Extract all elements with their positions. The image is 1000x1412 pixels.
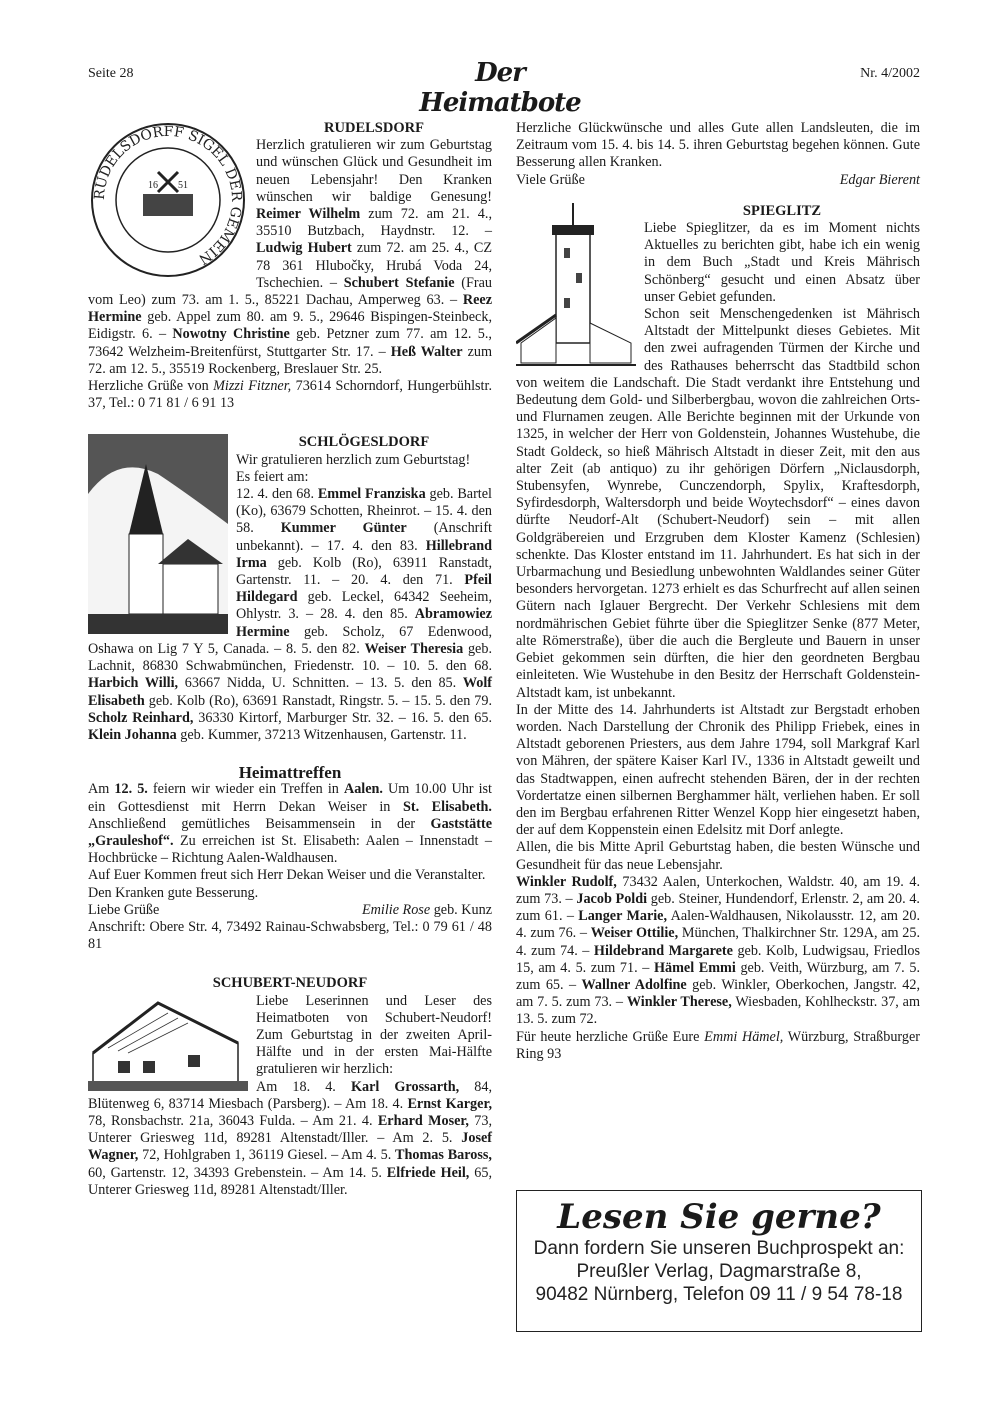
birthday-detail: 36330 Kirtorf, Marburger Str. 32. – 16. 5. den 65.: [193, 709, 492, 726]
body-text: Herzliche Glückwünsche und alles Gute allen Landsleuten, die im Zeitraum vom 15. 4. bis 14. 5. ihren Geburtstag begehen können. Gute Besserung allen Kranken.: [516, 120, 920, 171]
schubert-neudorf-section: [88, 975, 492, 1199]
ad-line: Preußler Verlag, Dagmarstraße 8,: [576, 1261, 862, 1282]
body-text: In der Mitte des 14. Jahrhunderts ist Altstadt zur Bergstadt erhoben worden. Nach Darstellung der Chronik des Philipp Friebek, eines in Altstadt geborenen Priesters, aus dem Jahre 1794, soll Markgraf Karl von Mähren, der spätere Kaiser Karl IV., 1336 in Altstadt geweilt und das Stadtwappen, einen aufrecht stehenden Bären, der in der rechten Vordertatze einen silbernen Berghammer hält, verliehen haben. Er soll den im Bergbau erfahrenen Ritter Wenzel Kopp hier eingesetzt haben, der auf dem Koppenstein einen Edelsitz mit Dorf anlegte.: [516, 701, 920, 839]
schloegesldorf-feiert: Es feiert am:: [236, 468, 309, 485]
birthday-name: Hämel Emmi: [653, 959, 736, 976]
birthday-detail: geb. Lachnit, 86830 Schwabmünchen, Friedenstr. 10. – 10. 5. den 68.: [88, 640, 492, 675]
birthday-name: Wallner Adolfine: [581, 976, 687, 993]
body-text: feiern wir wieder ein Treffen in: [147, 781, 344, 798]
birthday-detail: (Anschrift unbekannt). – 17. 4. den 83.: [236, 520, 492, 554]
rudelsdorf-title: RUDELSDORF: [324, 120, 424, 136]
masthead: Der Heimatbote: [419, 58, 581, 118]
birthday-detail: Wiesbaden, Kohlheckstr. 37, am 13. 5. zum 72.: [516, 994, 921, 1028]
birthday-detail: 73432 Aalen, Unterkochen, Waldstr. 40, am 19. 4. zum 73. –: [516, 873, 920, 907]
birthday-detail: Am 18. 4.: [256, 1078, 351, 1095]
birthday-name: Winkler Rudolf,: [516, 873, 617, 890]
birthday-detail: München, Thalkirchner Str. 129A, am 25. 4. zum 74. –: [516, 925, 920, 959]
ad-title: Lesen Sie gerne?: [557, 1197, 881, 1237]
body-text: Um 10.00 Uhr ist ein Gottesdienst mit Herrn Dekan Weiser in: [88, 781, 493, 815]
birthday-name: Klein Johanna: [88, 726, 177, 743]
schloegesldorf-title: SCHLÖGESLDORF: [298, 434, 430, 451]
birthday-name: Elfriede Heil,: [386, 1164, 470, 1181]
greeting-signature: Emmi Hämel,: [704, 1028, 784, 1045]
greeting-address: Würzburg, Straßburger Ring 93: [516, 1028, 920, 1062]
birthday-name: Erhard Moser,: [377, 1112, 469, 1129]
ad-line: 90482 Nürnberg, Telefon 09 11 / 9 54 78-18: [535, 1284, 903, 1305]
birthday-detail: 73, Unterer Griesweg 11d, 89281 Altenstadt/Iller. – Am 2. 5.: [88, 1112, 492, 1147]
greeting-signature: Emilie Rose: [361, 901, 431, 918]
schubert-intro: Liebe Leserinnen und Leser des Heimatboten von Schubert-Neudorf! Zum Geburtstag in der zweiten April-Hälfte und in der ersten Mai-Hälfte gratulieren wir herzlich:: [256, 992, 492, 1078]
rudelsdorf-seal-image: [88, 120, 248, 280]
birthday-name: Pfeil Hildegard: [236, 572, 492, 606]
greeting-text: Viele Grüße: [516, 171, 585, 188]
birthday-name: Schubert Stefanie: [343, 274, 455, 291]
birthday-name: Ludwig Hubert: [256, 240, 352, 257]
birthday-name: Karl Grossarth,: [350, 1078, 460, 1095]
birthday-name: Scholz Reinhard,: [88, 709, 194, 726]
greeting-address: 73614 Schorndorf, Hungerbühlstr. 37, Tel.: 0 71 81 / 6 91 13: [88, 378, 492, 412]
birthday-detail: (Frau vom Leo) zum 73. am 1. 5., 85221 Dachau, Amperweg 63. –: [88, 274, 492, 309]
birthday-detail: geb. Steiner, Hundendorf, Erlenstr. 2, am 20. 4. zum 61. –: [516, 890, 920, 925]
birthday-name: Winkler Therese,: [626, 994, 732, 1011]
spieglitz-title: SPIEGLITZ: [742, 202, 822, 219]
body-text: Den Kranken gute Besserung.: [88, 884, 259, 901]
greeting-text: Für heute herzliche Grüße Eure: [516, 1028, 705, 1045]
body-text: Zu erreichen ist St. Elisabeth: Aalen – Innenstadt – Hochbrücke – Richtung Aalen-Waldhausen.: [88, 832, 492, 867]
birthday-detail: geb. Kolb (Ro), 63691 Ranstadt, Ringstr. 5. – 15. 5. den 79.: [144, 692, 492, 709]
contact-address: Anschrift: Obere Str. 4, 73492 Rainau-Schwabsberg, Tel.: 0 79 61 / 48 81: [88, 918, 492, 953]
greeting-text: Liebe Grüße: [88, 901, 160, 918]
rudelsdorf-section: [88, 120, 492, 412]
schloegesldorf-section: [88, 434, 492, 744]
body-text: Schon seit Menschengedenken ist Mährisch Altstadt der Mittelpunkt dieses Gebietes. Mit den zwei aufragenden Türmen der Kirche und des Rathauses beherrscht das Stadtbild schon von weitem die Landschaft. Die Stadt verdankt ihre Entstehung und Bedeutung dem Gold- und Silberbergbau, wovon die zahlreichen Orts- und Flurnamen zeugen. Alle Berichte beginnen mit der Urkunde von 1325, in welcher der Herr von Goldenstein, Johannes Wustehube, die Stadt Goldeck, so hieß Mährisch Altstadt in dieser Zeit, mit den aus alter Zeit (ab antiquo) zu ihr gehörigen Dörfern „Niclausdorph, Stubensyfen, Wynrebe, Cunczendorph, Spylix, Kraftesdorph, Syfirdesdorph, Waltersdorph und beide Woytechsdorf“ – eines davon dürfte Neudorf-Alt (Schubert-Neudorf) sein – mit allen Goldgräbereien und Erzgruben dem Kloster Kamenz (Schlesien) schenkte. Das Kloster entstand im 11. Jahrhundert. Es hat sich in der Urbarmachung und Besiedlung unbewohnten Waldlandes seiner Güter besonders hervorgetan. 1273 erhielt es das Schurfrecht auf allen seinen Gütern nach Iglauer Bergrecht. Der Verkehr Schlesiens mit dem nordmährischen Gebiet führte über die Spieglitzer Senke (877 Meter, alte Römerstraße), über die auch die Bergleute und Bauern in unser Gebiet gekommen sein dürften, die hier den geordneten Bergbau einleiteten. Wie Wustehube in den Besitz der Herrschaft Goldenstein-Altstadt kam, ist unbekannt.: [516, 306, 920, 701]
birthday-name: Jacob Poldi: [576, 890, 648, 907]
birthday-detail: 12. 4. den 68.: [236, 486, 318, 503]
heimattreffen-title: Heimattreffen: [238, 763, 342, 783]
greeting-text: Herzliche Grüße von: [88, 378, 214, 395]
seal-ring-text: RUDELSDORFF SIGEL DER GEMEIN: [91, 123, 245, 268]
birthday-detail: geb. Kolb, Ludwigsau, Friedlos 15, am 4. 5. zum 71. –: [516, 942, 921, 976]
birthday-detail: geb. Bartel (Ko), 63679 Schotten, Rheinrot. – 15. 4. den 58.: [236, 486, 492, 537]
body-text: Allen, die bis Mitte April Geburtstag haben, die besten Wünsche und Gesundheit für das neue Lebensjahr.: [516, 839, 920, 873]
birthday-name: Harbich Willi,: [88, 675, 179, 692]
birthday-detail: 84, Blütenweg 6, 83714 Miesbach (Parsberg). – Am 18. 4.: [88, 1078, 492, 1112]
birthday-name: Weiser Theresia: [364, 640, 464, 657]
body-text: Auf Euer Kommen freut sich Herr Dekan Weiser und die Veranstalter.: [88, 867, 486, 884]
birthday-detail: geb. Appel zum 80. am 9. 5., 29646 Bispingen-Steinbeck, Eidigstr. 6. –: [88, 309, 492, 343]
birthday-detail: Aalen-Waldhausen, Nikolausstr. 12, am 20. 4. zum 76. –: [516, 908, 920, 942]
greeting-signature: Mizzi Fitzner,: [213, 378, 292, 395]
bold-text: Aalen.: [343, 781, 383, 798]
seal-year-left: 16: [148, 180, 158, 191]
bold-text: 12. 5.: [114, 781, 148, 798]
birthday-name: Abramowiez Hermine: [236, 606, 492, 640]
heimattreffen-section: [88, 764, 492, 953]
birthday-detail: geb. Kummer, 37213 Witzenhausen, Gartenstr. 11.: [176, 726, 467, 743]
church-image: [88, 434, 228, 634]
left-column: [88, 120, 492, 1199]
birthday-detail: 72, Hohlgraben 1, 36119 Giesel. – Am 4. 5.: [138, 1147, 396, 1164]
body-text: Anschließend gemütliches Beisammensein in der: [88, 815, 431, 832]
birthday-detail: zum 72. am 25. 4., CZ 78 361 Hlubočky, Hrubá Voda 24, Tschechien. –: [256, 240, 492, 291]
birthday-name: Thomas Baross,: [395, 1147, 492, 1164]
bold-text: St. Elisabeth.: [402, 798, 492, 815]
birthday-name: Reez Hermine: [88, 292, 492, 326]
birthday-detail: geb. Veith, Würzburg, am 7. 5. zum 65. –: [516, 959, 920, 993]
birthday-detail: geb. Petzner zum 77. am 12. 5., 73642 Welzheim-Breitenfürst, Stuttgarter Str. 17. –: [88, 326, 492, 360]
greeting-signature: Edgar Bierent: [839, 171, 920, 188]
book-advertisement: [516, 1190, 922, 1332]
schubert-neudorf-title: SCHUBERT-NEUDORF: [212, 975, 368, 992]
lookout-tower-image: [516, 203, 636, 373]
birthday-name: Nowotny Christine: [172, 326, 290, 343]
right-column: [516, 120, 920, 1063]
birthday-name: Reimer Wilhelm: [256, 206, 361, 223]
birthday-name: Langer Marie,: [578, 908, 668, 925]
birthday-detail: 65, Unterer Griesweg 11d, 89281 Altenstadt/Iller.: [88, 1164, 492, 1198]
page-number: Seite 28: [88, 66, 134, 81]
birthday-detail: zum 72. am 21. 4., 35510 Butzbach, Haydnstr. 12. –: [256, 206, 492, 240]
issue-number: Nr. 4/2002: [860, 66, 920, 81]
birthday-detail: geb. Scholz, 67 Edenwood, Oshawa on Lig 7 Y 5, Canada. – 8. 5. den 82.: [88, 623, 492, 657]
birthday-name: Josef Wagner,: [88, 1130, 492, 1164]
birthday-name: Ernst Karger,: [407, 1095, 492, 1112]
birthday-detail: geb. Winkler, Oberkochen, Jangstr. 42, am 7. 5. zum 73. –: [516, 976, 920, 1011]
farmhouse-image: [88, 993, 248, 1093]
birthday-name: Hillebrand Irma: [236, 537, 492, 571]
birthday-name: Emmel Franziska: [317, 486, 426, 503]
birthday-name: Hildebrand Margarete: [593, 942, 733, 959]
birthday-name: Weiser Ottilie,: [590, 925, 679, 942]
bold-text: Gaststätte „Grauleshof“.: [88, 815, 492, 849]
rudelsdorf-intro: Herzlich gratulieren wir zum Geburtstag und wünschen Glück und Gesundheit im neuen Lebensjahr! Den Kranken wünschen wir baldige Genesung!: [256, 137, 492, 205]
body-text: Liebe Spieglitzer, da es im Moment nichts Aktuelles zu berichten gibt, habe ich ein wenig in dem Buch „Stadt und Kreis Mährisch Schönberg“ gesucht und einen Absatz über unser Gebiet gefunden.: [644, 220, 920, 305]
birthday-detail: geb. Leckel, 64342 Seeheim, Ohlystr. 3. – 28. 4. den 85.: [236, 589, 492, 623]
birthday-name: Heß Walter: [390, 343, 463, 360]
birthday-name: Kummer Günter: [280, 520, 407, 537]
birthday-detail: zum 72. am 12. 5., 35519 Rockenberg, Breslauer Str. 25.: [88, 343, 492, 377]
birthday-detail: 63667 Nidda, U. Schnitten. – 13. 5. den 85.: [178, 675, 463, 692]
birthday-name: Wolf Elisabeth: [88, 675, 492, 709]
greeting-text: geb. Kunz: [430, 901, 492, 918]
spieglitz-section: [516, 203, 920, 1063]
ad-line: Dann fordern Sie unseren Buchprospekt an:: [533, 1238, 905, 1259]
birthday-detail: geb. Kolb (Ro), 63911 Ranstadt, Gartenstr. 11. – 20. 4. den 71.: [236, 554, 492, 589]
body-text: Am: [88, 781, 115, 798]
birthday-detail: 78, Ronsbachstr. 21a, 36043 Fulda. – Am 21. 4.: [88, 1112, 378, 1129]
seal-year-right: 51: [178, 180, 188, 191]
schloegesldorf-intro: Wir gratulieren herzlich zum Geburtstag!: [236, 451, 471, 468]
birthday-detail: 60, Gartenstr. 12, 34393 Grebenstein. – Am 14. 5.: [88, 1164, 387, 1181]
